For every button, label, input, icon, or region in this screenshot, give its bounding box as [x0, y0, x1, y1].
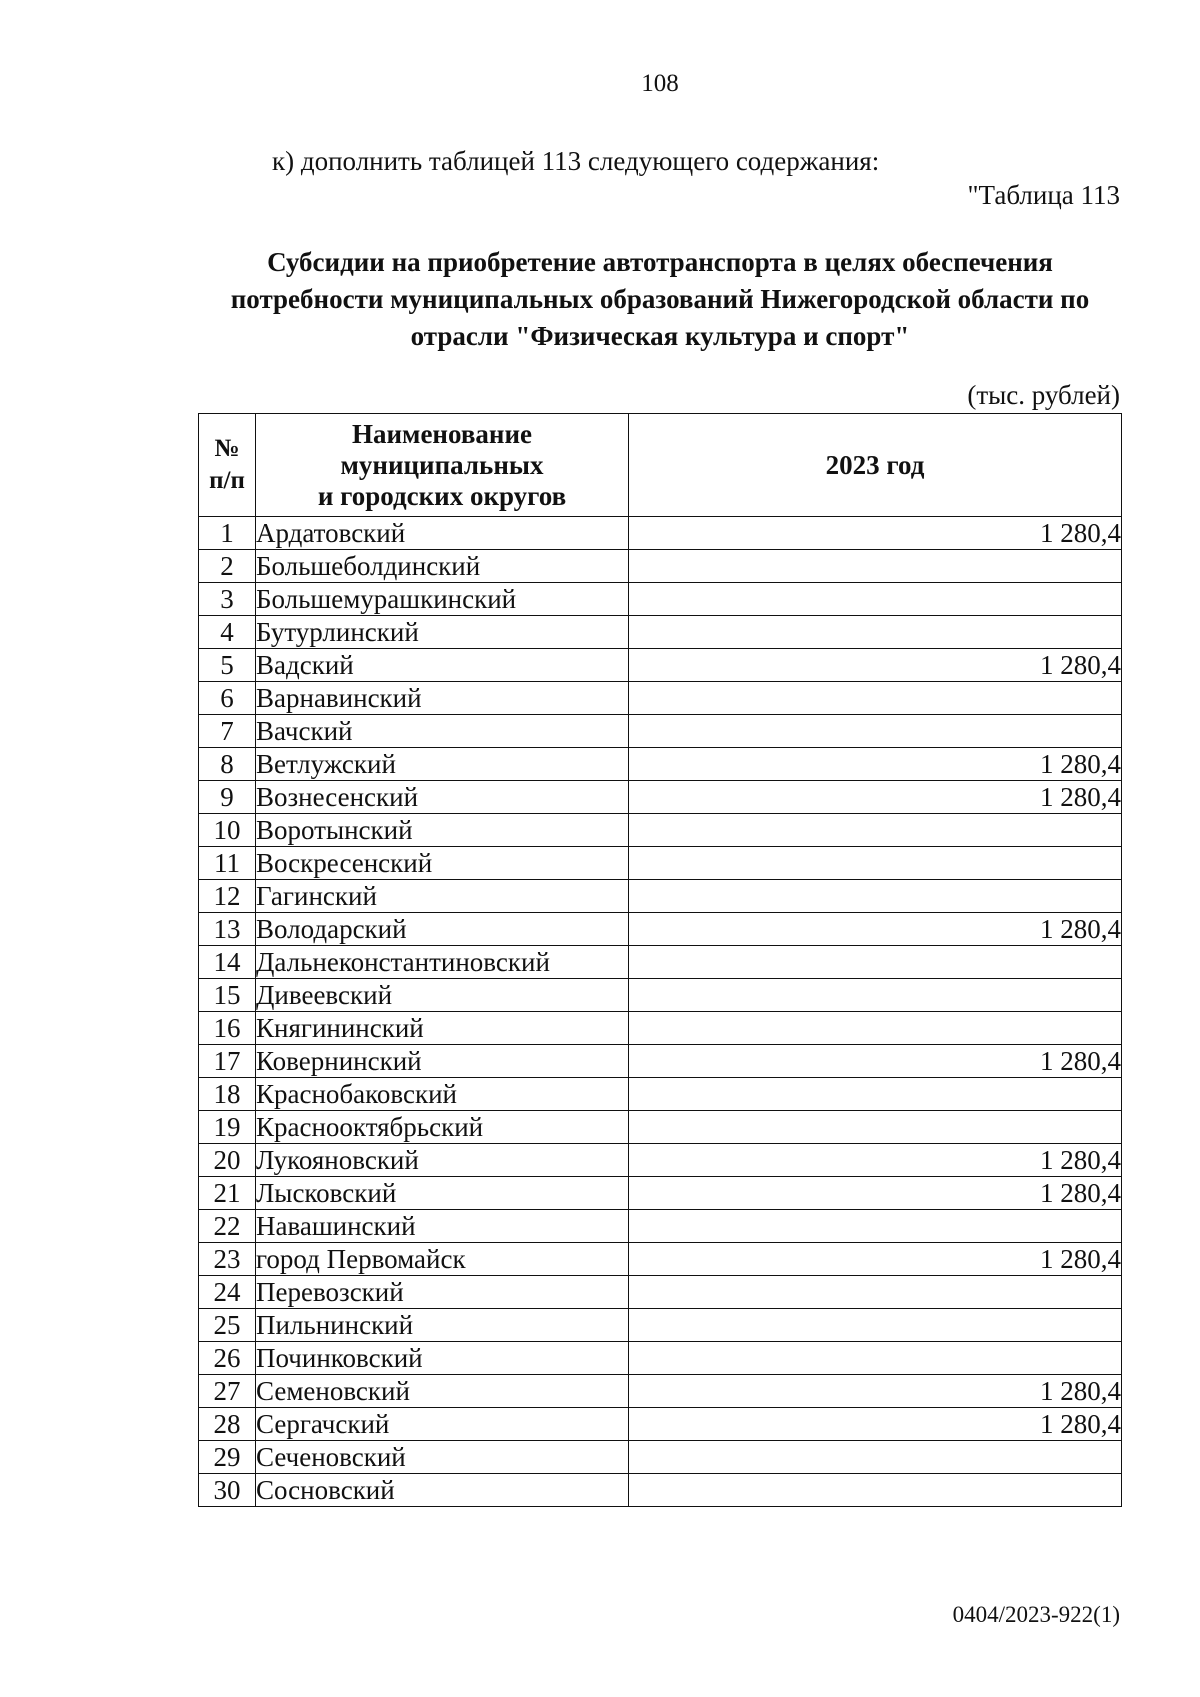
row-number: 16: [199, 1012, 256, 1045]
subsidy-value: 1 280,4: [629, 748, 1122, 781]
municipality-name: Вадский: [256, 649, 629, 682]
row-number: 10: [199, 814, 256, 847]
row-number: 2: [199, 550, 256, 583]
header-name-line-3: и городских округов: [317, 480, 567, 511]
municipality-name: Варнавинский: [256, 682, 629, 715]
subsidy-value: [629, 1474, 1122, 1507]
subsidy-value: [629, 1309, 1122, 1342]
subsidy-value: [629, 1276, 1122, 1309]
table-row: [199, 913, 1122, 946]
subsidy-table: [198, 413, 1122, 1507]
municipality-name: Княгининский: [256, 1012, 629, 1045]
subsidy-value: [629, 1441, 1122, 1474]
municipality-name: Сеченовский: [256, 1441, 629, 1474]
table-row: [199, 1177, 1122, 1210]
header-number-line-1: №: [214, 435, 240, 462]
municipality-name: Краснооктябрьский: [256, 1111, 629, 1144]
row-number: 15: [199, 979, 256, 1012]
row-number: 1: [199, 517, 256, 550]
row-number: 22: [199, 1210, 256, 1243]
row-number: 3: [199, 583, 256, 616]
subsidy-value: 1 280,4: [629, 781, 1122, 814]
intro-line: к) дополнить таблицей 113 следующего содержания:: [272, 146, 880, 176]
row-number: 7: [199, 715, 256, 748]
subsidy-value: [629, 1210, 1122, 1243]
document-title: [160, 244, 1160, 355]
row-number: 18: [199, 1078, 256, 1111]
municipality-name: Дивеевский: [256, 979, 629, 1012]
row-number: 28: [199, 1408, 256, 1441]
municipality-name: Семеновский: [256, 1375, 629, 1408]
municipality-name: Ардатовский: [256, 517, 629, 550]
table-row: [199, 1210, 1122, 1243]
subsidy-value: 1 280,4: [629, 1408, 1122, 1441]
row-number: 17: [199, 1045, 256, 1078]
municipality-name: Дальнеконстантиновский: [256, 946, 629, 979]
row-number: 14: [199, 946, 256, 979]
table-row: [199, 814, 1122, 847]
table-row: [199, 550, 1122, 583]
table-row: [199, 946, 1122, 979]
title-line-3: отрасли "Физическая культура и спорт": [410, 321, 910, 351]
subsidy-value: [629, 715, 1122, 748]
row-number: 29: [199, 1441, 256, 1474]
table-row: [199, 1474, 1122, 1507]
row-number: 20: [199, 1144, 256, 1177]
subsidy-value: 1 280,4: [629, 1375, 1122, 1408]
row-number: 6: [199, 682, 256, 715]
subsidy-value: [629, 979, 1122, 1012]
table-row: [199, 1045, 1122, 1078]
row-number: 26: [199, 1342, 256, 1375]
table-row: [199, 1309, 1122, 1342]
table-row: [199, 583, 1122, 616]
table-row: [199, 715, 1122, 748]
title-line-2: потребности муниципальных образований Нижегородской области по: [230, 284, 1090, 314]
municipality-name: Сосновский: [256, 1474, 629, 1507]
row-number: 21: [199, 1177, 256, 1210]
table-row: [199, 1441, 1122, 1474]
row-number: 5: [199, 649, 256, 682]
municipality-name: Большеболдинский: [256, 550, 629, 583]
table-row: [199, 748, 1122, 781]
subsidy-value: 1 280,4: [629, 1144, 1122, 1177]
subsidy-value: 1 280,4: [629, 913, 1122, 946]
table-row: [199, 1375, 1122, 1408]
subsidy-value: 1 280,4: [629, 1045, 1122, 1078]
municipality-name: Починковский: [256, 1342, 629, 1375]
document-id: 0404/2023-922(1): [952, 1602, 1120, 1627]
table-row: [199, 1144, 1122, 1177]
header-name-line-2: муниципальных: [340, 449, 544, 480]
header-name: [256, 414, 629, 517]
units-label: (тыс. рублей): [967, 380, 1120, 410]
municipality-name: Лысковский: [256, 1177, 629, 1210]
municipality-name: Вознесенский: [256, 781, 629, 814]
table-row: [199, 517, 1122, 550]
subsidy-value: 1 280,4: [629, 649, 1122, 682]
subsidy-value: [629, 1342, 1122, 1375]
page-number: 108: [641, 70, 679, 97]
row-number: 24: [199, 1276, 256, 1309]
row-number: 23: [199, 1243, 256, 1276]
subsidy-value: [629, 1078, 1122, 1111]
subsidy-value: [629, 616, 1122, 649]
table-row: [199, 1342, 1122, 1375]
municipality-name: Ветлужский: [256, 748, 629, 781]
header-year: 2023 год: [629, 414, 1122, 517]
table-row: [199, 1012, 1122, 1045]
municipality-name: Большемурашкинский: [256, 583, 629, 616]
subsidy-value: [629, 946, 1122, 979]
subsidy-value: [629, 1012, 1122, 1045]
table-row: [199, 616, 1122, 649]
subsidy-value: [629, 550, 1122, 583]
row-number: 8: [199, 748, 256, 781]
municipality-name: Краснобаковский: [256, 1078, 629, 1111]
table-row: [199, 781, 1122, 814]
subsidy-value: [629, 847, 1122, 880]
header-number-line-2: п/п: [209, 467, 245, 494]
subsidy-value: [629, 880, 1122, 913]
table-body: [199, 517, 1122, 1507]
table-row: [199, 682, 1122, 715]
row-number: 11: [199, 847, 256, 880]
municipality-name: Бутурлинский: [256, 616, 629, 649]
municipality-name: город Первомайск: [256, 1243, 629, 1276]
table-row: [199, 1078, 1122, 1111]
municipality-name: Гагинский: [256, 880, 629, 913]
header-row: [199, 414, 1122, 517]
row-number: 4: [199, 616, 256, 649]
table-row: [199, 1243, 1122, 1276]
table-row: [199, 1111, 1122, 1144]
subsidy-value: [629, 682, 1122, 715]
header-name-line-1: Наименование: [352, 418, 532, 449]
subsidy-value: [629, 583, 1122, 616]
row-number: 19: [199, 1111, 256, 1144]
row-number: 9: [199, 781, 256, 814]
municipality-name: Ковернинский: [256, 1045, 629, 1078]
subsidy-value: 1 280,4: [629, 1243, 1122, 1276]
row-number: 30: [199, 1474, 256, 1507]
municipality-name: Воротынский: [256, 814, 629, 847]
row-number: 25: [199, 1309, 256, 1342]
row-number: 13: [199, 913, 256, 946]
table-row: [199, 1408, 1122, 1441]
table-row: [199, 847, 1122, 880]
table-row: [199, 649, 1122, 682]
municipality-name: Вачский: [256, 715, 629, 748]
subsidy-value: [629, 1111, 1122, 1144]
subsidy-value: 1 280,4: [629, 1177, 1122, 1210]
municipality-name: Лукояновский: [256, 1144, 629, 1177]
title-line-1: Субсидии на приобретение автотранспорта в целях обеспечения: [267, 247, 1053, 277]
subsidy-value: [629, 814, 1122, 847]
municipality-name: Володарский: [256, 913, 629, 946]
municipality-name: Навашинский: [256, 1210, 629, 1243]
table-row: [199, 979, 1122, 1012]
table-row: [199, 880, 1122, 913]
row-number: 12: [199, 880, 256, 913]
row-number: 27: [199, 1375, 256, 1408]
municipality-name: Воскресенский: [256, 847, 629, 880]
table-label: "Таблица 113: [967, 180, 1120, 210]
municipality-name: Перевозский: [256, 1276, 629, 1309]
municipality-name: Сергачский: [256, 1408, 629, 1441]
table-row: [199, 1276, 1122, 1309]
municipality-name: Пильнинский: [256, 1309, 629, 1342]
header-number: [199, 414, 256, 517]
subsidy-value: 1 280,4: [629, 517, 1122, 550]
